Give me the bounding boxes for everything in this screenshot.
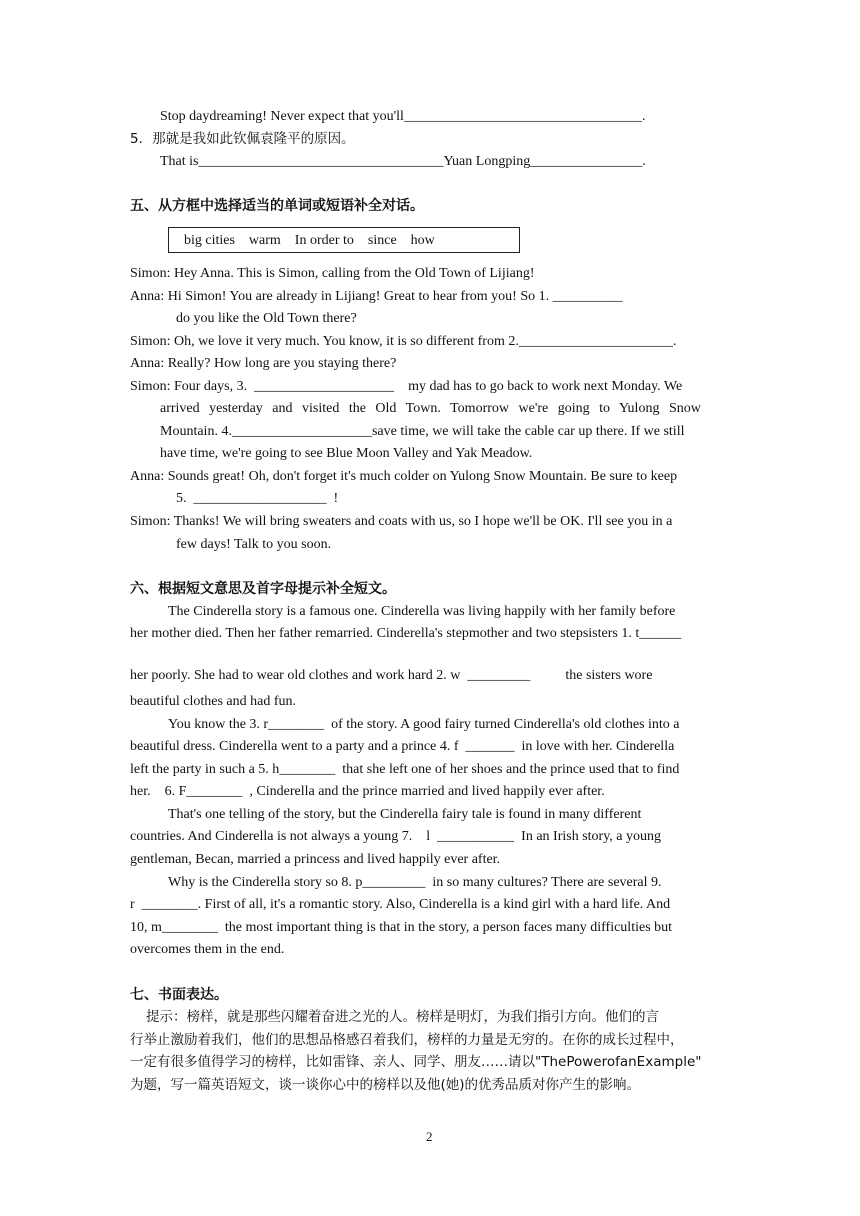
translation-question-5: 5．那就是我如此钦佩袁隆平的原因。 [130, 131, 355, 147]
dialogue-line: Anna: Hi Simon! You are already in Lijiang! Great to hear from you! So 1. __________ [130, 289, 623, 304]
passage-line: her poorly. She had to wear old clothes and work hard 2. w _________ the sisters wore [130, 668, 653, 683]
page-number: 2 [426, 1129, 433, 1144]
writing-prompt-line: 提示：榜样，就是那些闪耀着奋进之光的人。榜样是明灯，为我们指引方向。他们的言 [146, 1009, 659, 1025]
dialogue-line: Simon: Oh, we love it very much. You know, it is so different from 2.______________________. [130, 334, 677, 349]
dialogue-line: Simon: Hey Anna. This is Simon, calling from the Old Town of Lijiang! [130, 266, 535, 281]
passage-line: r ________. First of all, it's a romantic story. Also, Cinderella is a kind girl with a hard life. And [130, 897, 671, 912]
dialogue-line: do you like the Old Town there? [176, 311, 357, 326]
dialogue-line: have time, we're going to see Blue Moon Valley and Yak Meadow. [160, 446, 533, 461]
passage-line: You know the 3. r________ of the story. A good fairy turned Cinderella's old clothes into a [168, 717, 680, 732]
passage-line: beautiful dress. Cinderella went to a party and a prince 4. f _______ in love with her. Cinderella [130, 739, 675, 754]
writing-prompt-line: 为题，写一篇英语短文，谈一谈你心中的榜样以及他(她)的优秀品质对你产生的影响。 [130, 1077, 641, 1093]
word-box-options: big cities warm In order to since how [184, 233, 435, 248]
passage-line: 10, m________ the most important thing is that in the story, a person faces many difficulties but [130, 920, 673, 935]
writing-prompt-line: 一定有很多值得学习的榜样，比如雷锋、亲人、同学、朋友……请以"ThePowerofanExample" [130, 1054, 702, 1070]
dialogue-line: Anna: Sounds great! Oh, don't forget it's much colder on Yulong Snow Mountain. Be sure to keep [130, 469, 678, 484]
dialogue-line: Mountain. 4.____________________save time, we will take the cable car up there. If we still [160, 424, 685, 439]
dialogue-line: Anna: Really? How long are you staying there? [130, 356, 397, 371]
passage-line: The Cinderella story is a famous one. Cinderella was living happily with her family before [168, 604, 676, 619]
translation-line-4: Stop daydreaming! Never expect that you'll__________________________________. [160, 109, 646, 124]
dialogue-line: arrived yesterday and visited the Old Town. Tomorrow we're going to Yulong Snow [160, 401, 701, 416]
section-6-heading: 六、根据短文意思及首字母提示补全短文。 [130, 581, 396, 597]
dialogue-line: 5. ___________________ ! [176, 491, 339, 506]
passage-line: left the party in such a 5. h________ that she left one of her shoes and the prince used that to find [130, 762, 680, 777]
dialogue-line: few days! Talk to you soon. [176, 537, 332, 552]
passage-line: Why is the Cinderella story so 8. p_________ in so many cultures? There are several 9. [168, 875, 662, 890]
passage-line: countries. And Cinderella is not always a young 7. l ___________ In an Irish story, a young [130, 829, 662, 844]
passage-line: beautiful clothes and had fun. [130, 694, 297, 709]
word-box [168, 227, 520, 253]
writing-prompt-line: 行举止激励着我们，他们的思想品格感召着我们，榜样的力量是无穷的。在你的成长过程中， [130, 1032, 684, 1048]
passage-line: gentleman, Becan, married a princess and lived happily ever after. [130, 852, 501, 867]
section-7-heading: 七、书面表达。 [130, 987, 228, 1003]
passage-line: That's one telling of the story, but the Cinderella fairy tale is found in many different [168, 807, 642, 822]
translation-answer-5: That is___________________________________Yuan Longping________________. [160, 154, 646, 169]
passage-line: overcomes them in the end. [130, 942, 285, 957]
section-5-heading: 五、从方框中选择适当的单词或短语补全对话。 [130, 198, 424, 214]
dialogue-line: Simon: Thanks! We will bring sweaters and coats with us, so I hope we'll be OK. I'll see you in a [130, 514, 673, 529]
passage-line: her mother died. Then her father remarried. Cinderella's stepmother and two stepsisters 1. t______ [130, 626, 682, 641]
dialogue-line: Simon: Four days, 3. ____________________ my dad has to go back to work next Monday. We [130, 379, 683, 394]
passage-line: her. 6. F________ , Cinderella and the prince married and lived happily ever after. [130, 784, 605, 799]
